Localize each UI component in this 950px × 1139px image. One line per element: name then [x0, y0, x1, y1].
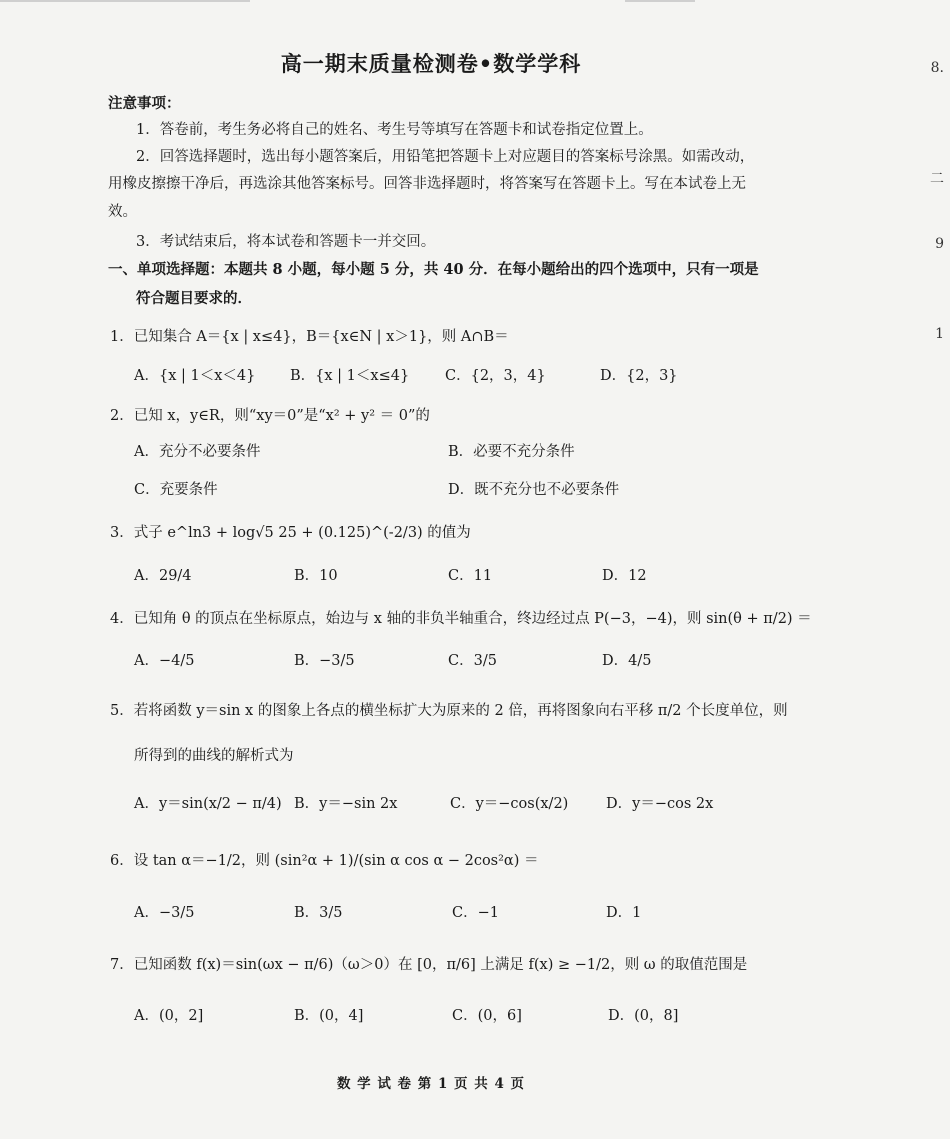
question-3-stem: 3．式子 e^ln3 + log√5 25 + (0.125)^(-2/3) 的值为: [110, 525, 471, 541]
question-3-option-c: C．11: [448, 568, 493, 584]
question-2-option-d: D．既不充分也不必要条件: [448, 482, 620, 498]
notice-item-1: 1．答卷前，考生务必将自己的姓名、考生号等填写在答题卡和试卷指定位置上。: [136, 122, 653, 138]
question-5-option-b: B．y＝−sin 2x: [294, 796, 398, 812]
question-2-option-b: B．必要不充分条件: [448, 444, 575, 460]
question-5-option-c: C．y＝−cos(x/2): [450, 796, 569, 812]
question-7-option-b: B．(0，4]: [294, 1008, 364, 1024]
question-6-option-c: C．−1: [452, 905, 499, 921]
question-7-option-a: A．(0，2]: [134, 1008, 204, 1024]
question-3-option-b: B．10: [294, 568, 338, 584]
section-heading-line-2: 符合题目要求的．: [136, 290, 252, 307]
question-4-option-d: D．4/5: [602, 653, 652, 669]
section-heading-line-1: 一、单项选择题：本题共 8 小题，每小题 5 分，共 40 分．在每小题给出的四个选项中，只有一项是: [108, 261, 759, 278]
top-edge-line-right: [625, 0, 695, 2]
question-2-stem: 2．已知 x，y∈R，则“xy＝0”是“x² + y² ＝ 0”的: [110, 408, 430, 424]
question-2-option-a: A．充分不必要条件: [134, 444, 261, 460]
notice-item-2-a: 2．回答选择题时，选出每小题答案后，用铅笔把答题卡上对应题目的答案标号涂黑。如需改动，: [136, 149, 755, 165]
question-7-option-c: C．(0，6]: [452, 1008, 522, 1024]
question-3-option-d: D．12: [602, 568, 647, 584]
margin-mark-1: 8.: [930, 60, 944, 76]
question-4-option-a: A．−4/5: [134, 653, 195, 669]
notice-item-2-c: 效。: [108, 204, 137, 220]
question-1-option-b: B．{x | 1＜x≤4}: [290, 368, 410, 384]
question-1-stem: 1．已知集合 A＝{x | x≤4}，B＝{x∈N | x＞1}，则 A∩B＝: [110, 329, 509, 345]
question-5-option-a: A．y＝sin(x/2 − π/4): [134, 796, 282, 812]
margin-mark-2: 二: [930, 171, 944, 187]
question-5-stem-line-2: 所得到的曲线的解析式为: [134, 748, 294, 764]
question-6-option-d: D．1: [606, 905, 642, 921]
margin-mark-4: 1: [935, 326, 944, 342]
top-edge-line-left: [0, 0, 250, 2]
question-1-option-d: D．{2，3}: [600, 368, 678, 384]
question-5-option-d: D．y＝−cos 2x: [606, 796, 714, 812]
question-4-stem: 4．已知角 θ 的顶点在坐标原点，始边与 x 轴的非负半轴重合，终边经过点 P(−3，−4)，则 sin(θ + π/2) ＝: [110, 611, 812, 627]
question-4-option-c: C．3/5: [448, 653, 497, 669]
question-1-option-a: A．{x | 1＜x＜4}: [134, 368, 256, 384]
page-footer: 数 学 试 卷 第 1 页 共 4 页: [336, 1076, 526, 1092]
question-6-option-a: A．−3/5: [134, 905, 195, 921]
notice-heading: 注意事项：: [108, 95, 181, 112]
question-6-stem: 6．设 tan α＝−1/2，则 (sin²α + 1)/(sin α cos α − 2cos²α) ＝: [110, 853, 539, 869]
notice-item-2-b: 用橡皮擦擦干净后，再选涂其他答案标号。回答非选择题时，将答案写在答题卡上。写在本试卷上无: [108, 176, 746, 192]
question-5-stem-line-1: 5．若将函数 y＝sin x 的图象上各点的横坐标扩大为原来的 2 倍，再将图象向右平移 π/2 个长度单位，则: [110, 703, 788, 719]
question-6-option-b: B．3/5: [294, 905, 343, 921]
question-7-option-d: D．(0，8]: [608, 1008, 679, 1024]
question-1-option-c: C．{2，3，4}: [445, 368, 546, 384]
margin-mark-3: 9: [935, 236, 944, 252]
question-3-option-a: A．29/4: [134, 568, 192, 584]
page-title: 高一期末质量检测卷•数学学科: [280, 51, 582, 76]
question-7-stem: 7．已知函数 f(x)＝sin(ωx − π/6)（ω＞0）在 [0，π/6] 上满足 f(x) ≥ −1/2，则 ω 的取值范围是: [110, 957, 748, 973]
question-4-option-b: B．−3/5: [294, 653, 355, 669]
notice-item-3: 3．考试结束后，将本试卷和答题卡一并交回。: [136, 234, 436, 250]
question-2-option-c: C．充要条件: [134, 482, 218, 498]
